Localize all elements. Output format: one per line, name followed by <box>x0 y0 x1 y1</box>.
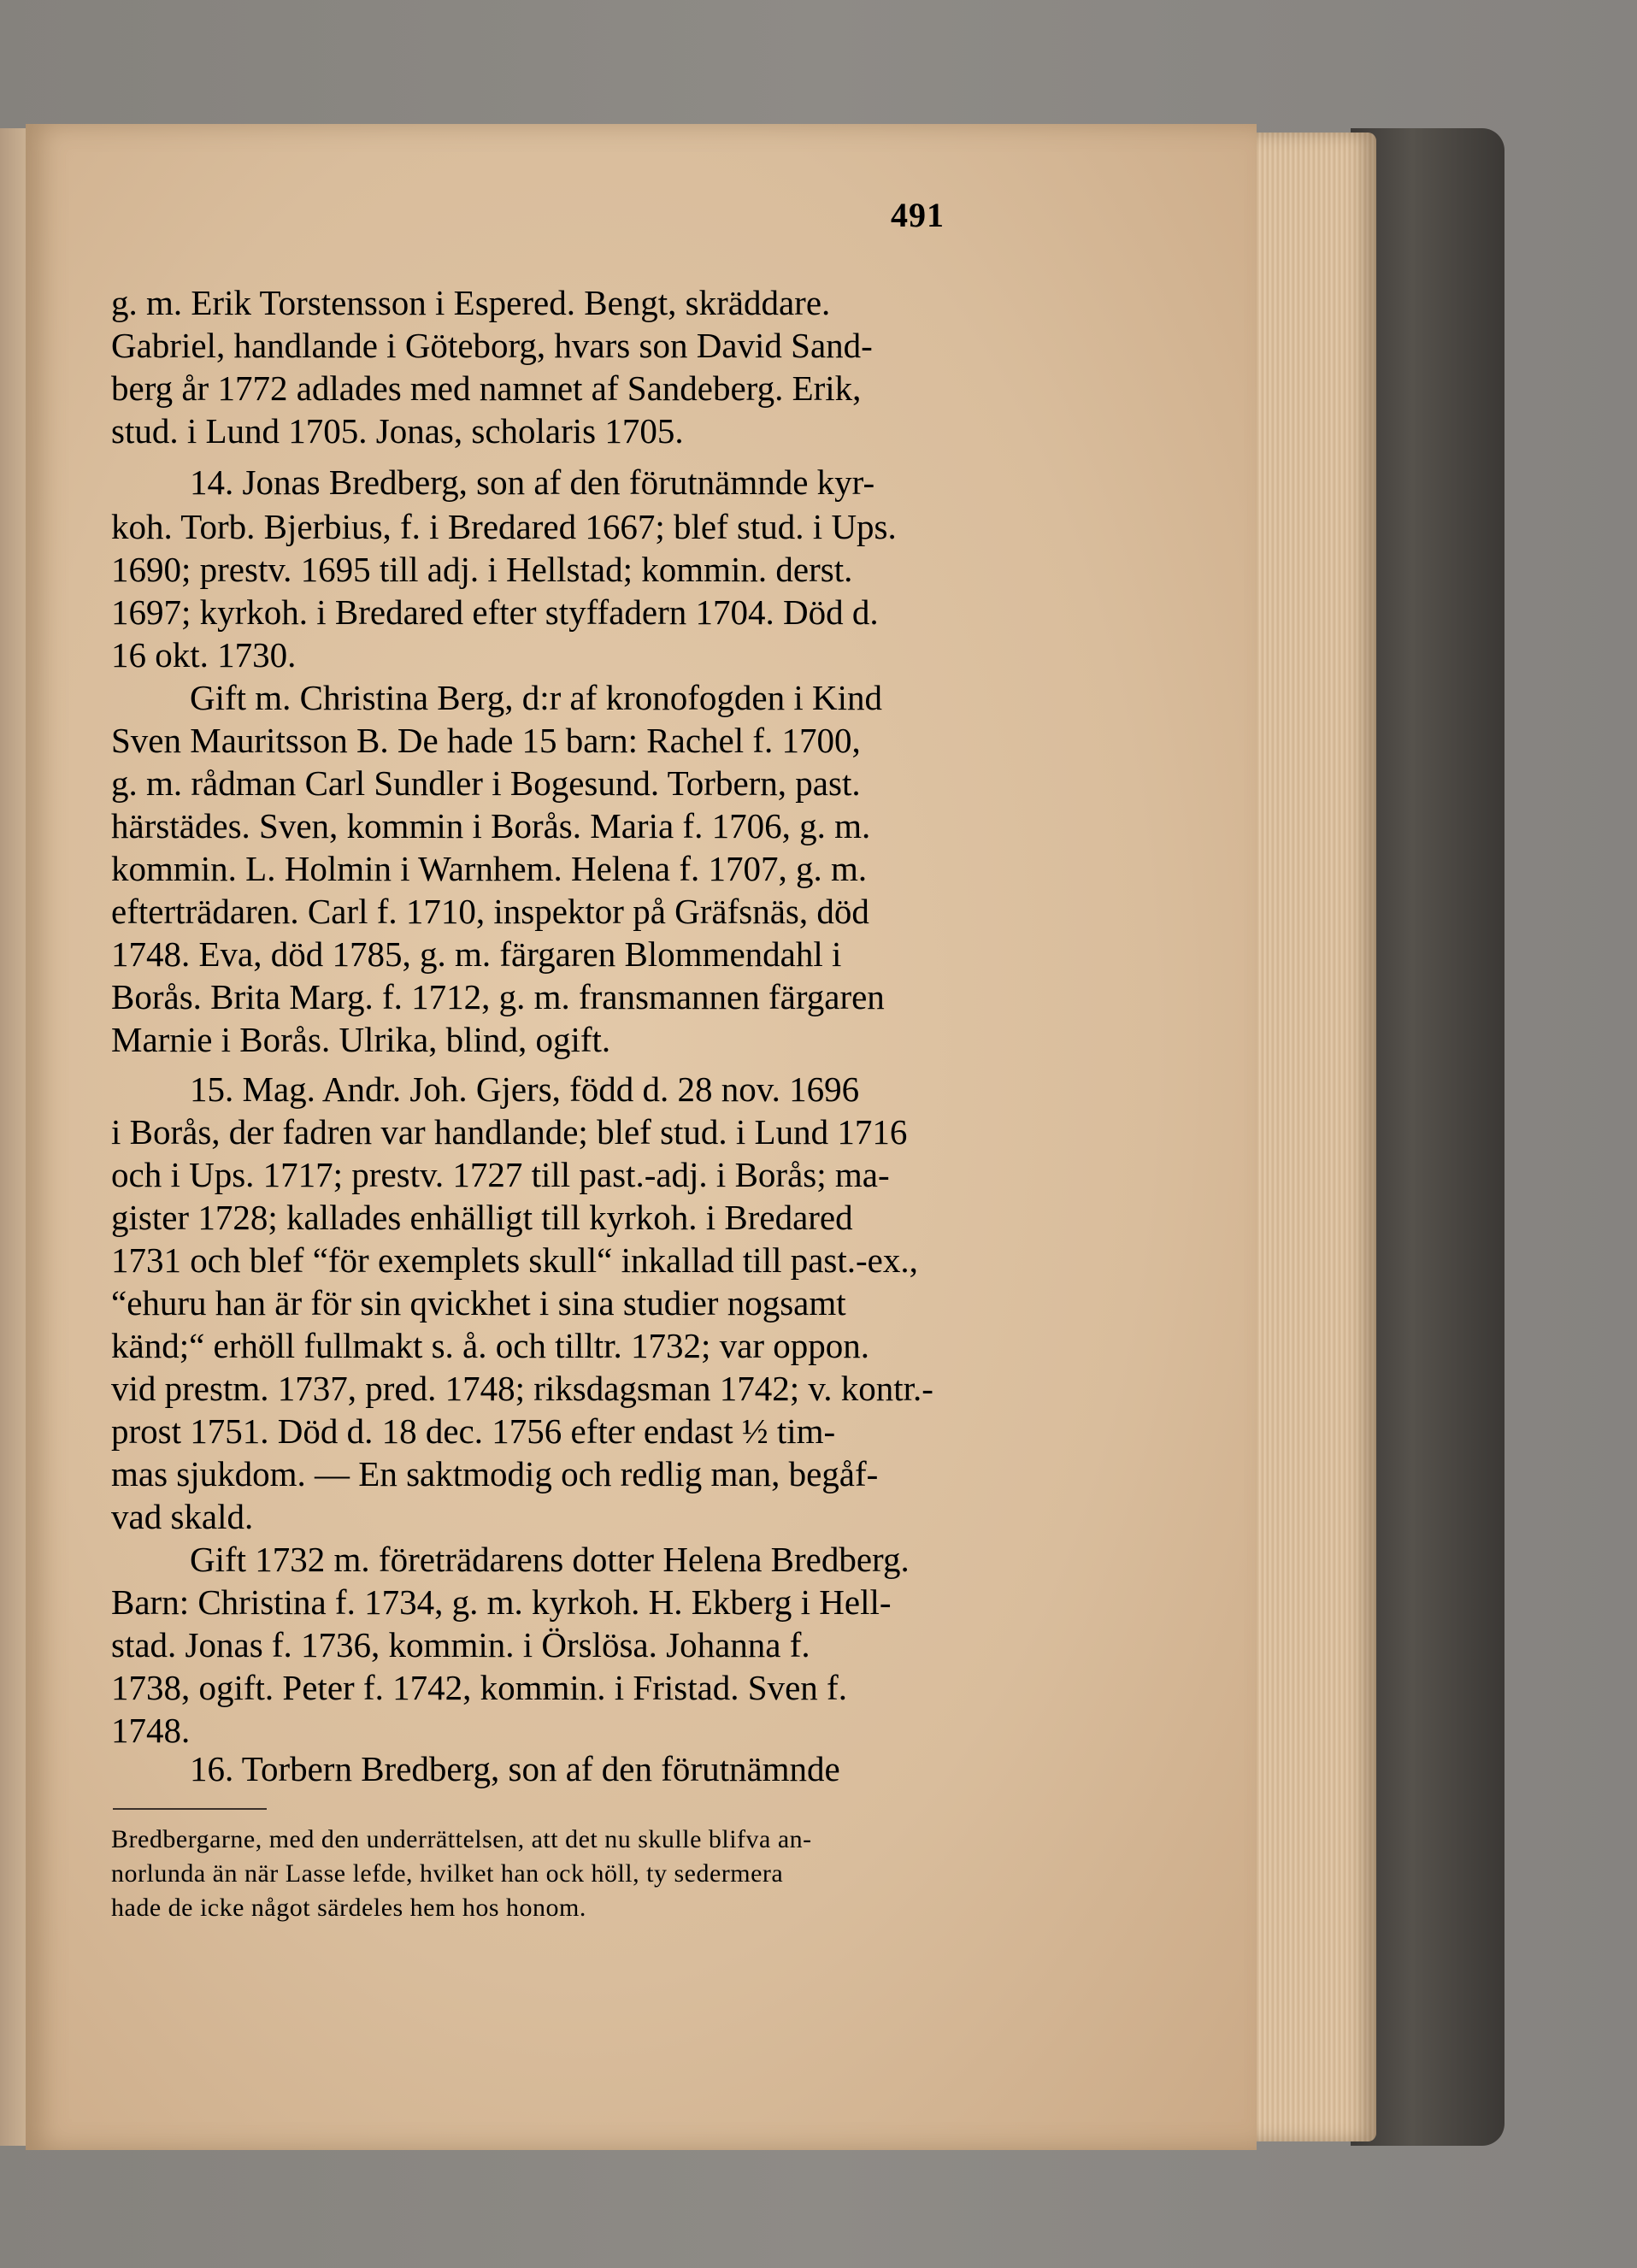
text-line: 1690; prestv. 1695 till adj. i Hellstad; kommin. derst. <box>111 550 853 589</box>
text-line: g. m. Erik Torstensson i Espered. Bengt, skräddare. <box>111 283 831 322</box>
text-line: 1748. Eva, död 1785, g. m. färgaren Blommendahl i <box>111 934 842 974</box>
text-line: Borås. Brita Marg. f. 1712, g. m. fransmannen färgaren <box>111 977 885 1016</box>
text-line: i Borås, der fadren var handlande; blef stud. i Lund 1716 <box>111 1112 908 1152</box>
footnote-rule <box>113 1808 267 1810</box>
text-line: Marnie i Borås. Ulrika, blind, ogift. <box>111 1020 611 1059</box>
text-line: Gabriel, handlande i Göteborg, hvars son David Sand- <box>111 326 873 365</box>
text-line: stud. i Lund 1705. Jonas, scholaris 1705. <box>111 411 684 451</box>
page-block-edges <box>1240 133 1376 2141</box>
text-line: prost 1751. Död d. 18 dec. 1756 efter endast ½ tim- <box>111 1411 836 1451</box>
text-line: Gift m. Christina Berg, d:r af kronofogden i Kind <box>190 678 883 717</box>
text-line: Barn: Christina f. 1734, g. m. kyrkoh. H. Ekberg i Hell- <box>111 1582 892 1622</box>
text-line: känd;“ erhöll fullmakt s. å. och tilltr. 1732; var oppon. <box>111 1326 870 1365</box>
text-line: 1748. <box>111 1711 191 1750</box>
text-line: gister 1728; kallades enhälligt till kyrkoh. i Bredared <box>111 1198 853 1237</box>
text-line: kommin. L. Holmin i Warnhem. Helena f. 1707, g. m. <box>111 849 868 888</box>
text-line: och i Ups. 1717; prestv. 1727 till past.-adj. i Borås; ma- <box>111 1155 890 1194</box>
text-line: 1697; kyrkoh. i Bredared efter styffadern 1704. Död d. <box>111 592 879 632</box>
text-line: “ehuru han är för sin qvickhet i sina studier nogsamt <box>111 1283 846 1323</box>
text-line: 16. Torbern Bredberg, son af den förutnämnde <box>190 1749 840 1788</box>
text-line: koh. Torb. Bjerbius, f. i Bredared 1667; blef stud. i Ups. <box>111 507 897 546</box>
text-line: berg år 1772 adlades med namnet af Sandeberg. Erik, <box>111 368 862 408</box>
text-line: härstädes. Sven, kommin i Borås. Maria f. 1706, g. m. <box>111 806 871 845</box>
text-line: 15. Mag. Andr. Joh. Gjers, född d. 28 nov. 1696 <box>190 1069 860 1109</box>
text-line: g. m. rådman Carl Sundler i Bogesund. Torbern, past. <box>111 763 861 803</box>
text-line: Gift 1732 m. företrädarens dotter Helena Bredberg. <box>190 1540 910 1579</box>
text-line: Sven Mauritsson B. De hade 15 barn: Rachel f. 1700, <box>111 721 861 760</box>
text-line: vid prestm. 1737, pred. 1748; riksdagsman 1742; v. kontr.- <box>111 1369 933 1408</box>
footnote-line: Bredbergarne, med den underrättelsen, att det nu skulle blifva an- <box>111 1825 812 1853</box>
text-line: 1731 och blef “för exemplets skull“ inkallad till past.-ex., <box>111 1240 918 1280</box>
text-line: 16 okt. 1730. <box>111 635 297 675</box>
footnote-line: norlunda än när Lasse lefde, hvilket han ock höll, ty sedermera <box>111 1859 784 1888</box>
text-line: 1738, ogift. Peter f. 1742, kommin. i Fristad. Sven f. <box>111 1668 847 1707</box>
footnote-line: hade de icke något särdeles hem hos honom. <box>111 1894 586 1922</box>
text-line: efterträdaren. Carl f. 1710, inspektor på Gräfsnäs, död <box>111 892 869 931</box>
page-number: 491 <box>891 196 945 234</box>
text-line: 14. Jonas Bredberg, son af den förutnämnde kyr- <box>190 462 875 502</box>
text-line: vad skald. <box>111 1497 254 1536</box>
text-line: stad. Jonas f. 1736, kommin. i Örslösa. Johanna f. <box>111 1625 810 1664</box>
text-line: mas sjukdom. — En saktmodig och redlig man, begåf- <box>111 1454 879 1493</box>
